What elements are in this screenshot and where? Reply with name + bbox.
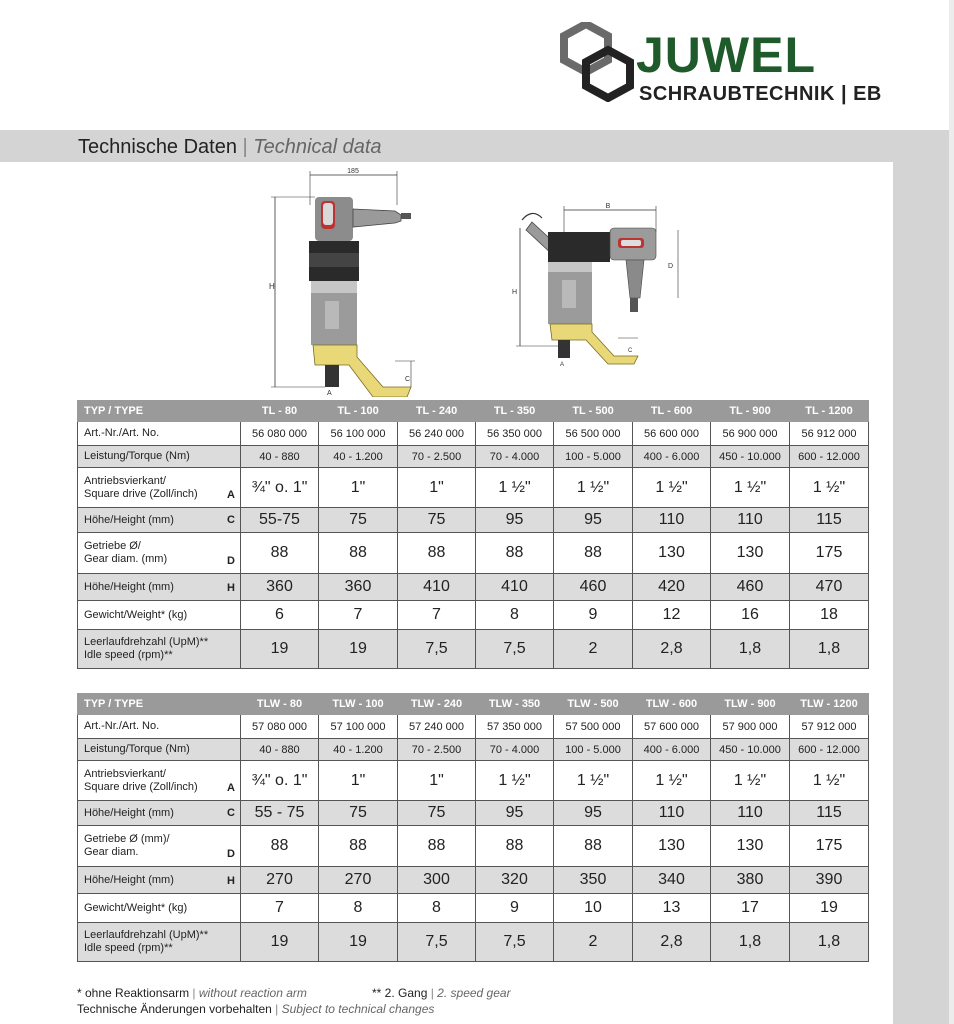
value-cell: 390 (790, 867, 869, 894)
value-cell: 8 (476, 601, 554, 630)
value-cell: 1 ½" (554, 468, 633, 508)
value-cell: 95 (476, 801, 554, 826)
row-label-line: Square drive (Zoll/inch) (84, 780, 198, 793)
title-german: Technische Daten (78, 136, 237, 158)
footnote-technical-changes (77, 1002, 434, 1016)
value-cell: 115 (790, 801, 869, 826)
value-cell: 7 (241, 894, 319, 923)
hex-nut-logo-icon (560, 22, 636, 102)
dim-c-label: C (405, 376, 411, 383)
value-cell: 1" (319, 761, 398, 801)
value-cell: 55-75 (241, 508, 319, 533)
value-cell: 88 (398, 533, 476, 574)
height-c-row (78, 801, 869, 826)
type-header-cell: TL - 80 (241, 401, 319, 422)
value-cell: 7,5 (476, 630, 554, 669)
row-label (78, 826, 241, 867)
footnote-3-english: Subject to technical changes (281, 1002, 435, 1016)
value-cell: 600 - 12.000 (790, 739, 869, 761)
page-title (78, 136, 382, 158)
row-label-line: Leistung/Torque (Nm) (84, 743, 190, 755)
value-cell: 88 (554, 826, 633, 867)
title-band (0, 130, 893, 162)
value-cell: 75 (319, 508, 398, 533)
dimension-letter: A (227, 489, 235, 501)
row-label (78, 739, 241, 761)
row-label-line: Höhe/Height (mm) (84, 806, 174, 819)
value-cell: 95 (476, 508, 554, 533)
value-cell: 40 - 880 (241, 739, 319, 761)
value-cell: 1,8 (711, 630, 790, 669)
value-cell: 270 (319, 867, 398, 894)
dim-c2-label: C (628, 348, 633, 354)
value-cell: 88 (319, 533, 398, 574)
dim-top-label: 185 (347, 168, 359, 175)
footnote-1-german: * ohne Reaktionsarm (77, 986, 190, 1000)
row-label (78, 894, 241, 923)
value-cell: 360 (241, 574, 319, 601)
value-cell: 57 080 000 (241, 715, 319, 739)
value-cell: 1 ½" (790, 761, 869, 801)
value-cell: 360 (319, 574, 398, 601)
row-label (78, 601, 241, 630)
value-cell: 420 (633, 574, 711, 601)
value-cell: 18 (790, 601, 869, 630)
row-label-line: Getriebe Ø/ (84, 540, 141, 552)
row-label-line: Leistung/Torque (Nm) (84, 450, 190, 462)
row-label-line: Idle speed (rpm)** (84, 649, 173, 661)
value-cell: 70 - 2.500 (398, 739, 476, 761)
dim-h2-label: H (512, 289, 518, 296)
value-cell: 70 - 4.000 (476, 739, 554, 761)
value-cell: 450 - 10.000 (711, 446, 790, 468)
value-cell: 470 (790, 574, 869, 601)
type-header-cell: TL - 500 (554, 401, 633, 422)
row-label-line: Art.-Nr./Art. No. (84, 427, 160, 439)
value-cell: 40 - 1.200 (319, 446, 398, 468)
value-cell: 100 - 5.000 (554, 739, 633, 761)
torque-row (78, 446, 869, 468)
row-label (78, 533, 241, 574)
value-cell: 7,5 (398, 923, 476, 962)
value-cell: 56 350 000 (476, 422, 554, 446)
row-label (78, 801, 241, 826)
height-h-row (78, 867, 869, 894)
square-drive-row (78, 761, 869, 801)
footnote-2-sep: | (427, 986, 438, 1000)
value-cell: 320 (476, 867, 554, 894)
dim-a2-label: A (560, 362, 565, 368)
table-header-row (78, 694, 869, 715)
type-header-cell: TL - 240 (398, 401, 476, 422)
footnote-1-english: without reaction arm (198, 986, 307, 1000)
tl-spec-table (77, 400, 869, 669)
dimension-letter: D (227, 848, 235, 860)
gear-diam-row (78, 533, 869, 574)
value-cell: 110 (633, 508, 711, 533)
value-cell: 460 (554, 574, 633, 601)
value-cell: 110 (711, 508, 790, 533)
row-label-line: Höhe/Height (mm) (84, 513, 174, 526)
dimension-letter: C (227, 514, 235, 526)
weight-row (78, 601, 869, 630)
value-cell: 95 (554, 508, 633, 533)
row-label-line: Art.-Nr./Art. No. (84, 720, 160, 732)
value-cell: 70 - 2.500 (398, 446, 476, 468)
value-cell: 2,8 (633, 630, 711, 669)
value-cell: 75 (398, 801, 476, 826)
value-cell: 75 (398, 508, 476, 533)
value-cell: 88 (476, 533, 554, 574)
value-cell: 460 (711, 574, 790, 601)
value-cell: 16 (711, 601, 790, 630)
row-label-line: Leerlaufdrehzahl (UpM)** (84, 636, 209, 648)
value-cell: 1 ½" (554, 761, 633, 801)
value-cell: 19 (319, 630, 398, 669)
torque-row (78, 739, 869, 761)
value-cell: 600 - 12.000 (790, 446, 869, 468)
row-label (78, 761, 241, 801)
row-label-line: Antriebsvierkant/ (84, 767, 166, 780)
tl-tool-drawing (255, 165, 430, 397)
row-label-line: Leerlaufdrehzahl (UpM)** (84, 929, 209, 941)
value-cell: 340 (633, 867, 711, 894)
value-cell: 56 100 000 (319, 422, 398, 446)
value-cell: 350 (554, 867, 633, 894)
value-cell: 9 (476, 894, 554, 923)
value-cell: 1,8 (790, 630, 869, 669)
value-cell: 130 (711, 533, 790, 574)
value-cell: 1,8 (711, 923, 790, 962)
type-header-cell: TLW - 80 (241, 694, 319, 715)
title-separator: | (236, 136, 254, 158)
row-label (78, 867, 241, 894)
value-cell: 1,8 (790, 923, 869, 962)
row-label-line: Höhe/Height (mm) (84, 580, 174, 593)
value-cell: 100 - 5.000 (554, 446, 633, 468)
value-cell: 88 (241, 533, 319, 574)
value-cell: 19 (319, 923, 398, 962)
value-cell: 88 (554, 533, 633, 574)
value-cell: 57 500 000 (554, 715, 633, 739)
tlw-spec-table (77, 693, 869, 962)
value-cell: 75 (319, 801, 398, 826)
value-cell: 1 ½" (476, 761, 554, 801)
value-cell: 88 (398, 826, 476, 867)
row-label (78, 715, 241, 739)
value-cell: 410 (476, 574, 554, 601)
row-label-line: Gewicht/Weight* (kg) (84, 901, 188, 914)
type-header-cell: TL - 350 (476, 401, 554, 422)
value-cell: 6 (241, 601, 319, 630)
value-cell: 380 (711, 867, 790, 894)
type-header-cell: TLW - 600 (633, 694, 711, 715)
value-cell: 1 ½" (711, 468, 790, 508)
idle-speed-row (78, 630, 869, 669)
footnote-gear (372, 986, 511, 1000)
juwel-logo (560, 22, 880, 106)
value-cell: 56 080 000 (241, 422, 319, 446)
value-cell: 130 (633, 826, 711, 867)
value-cell: 7 (398, 601, 476, 630)
row-label-line: Gewicht/Weight* (kg) (84, 608, 188, 621)
value-cell: 57 912 000 (790, 715, 869, 739)
value-cell: 115 (790, 508, 869, 533)
value-cell: 270 (241, 867, 319, 894)
edge-strip (949, 0, 954, 1024)
type-header-cell: TLW - 500 (554, 694, 633, 715)
value-cell: 57 100 000 (319, 715, 398, 739)
value-cell: 450 - 10.000 (711, 739, 790, 761)
height-c-row (78, 508, 869, 533)
footnote-2-german: ** 2. Gang (372, 986, 428, 1000)
value-cell: 1 ½" (633, 468, 711, 508)
row-label (78, 923, 241, 962)
value-cell: 88 (476, 826, 554, 867)
value-cell: 57 350 000 (476, 715, 554, 739)
value-cell: 19 (241, 630, 319, 669)
value-cell: 55 - 75 (241, 801, 319, 826)
value-cell: 1" (319, 468, 398, 508)
row-label-line: Idle speed (rpm)** (84, 942, 173, 954)
value-cell: 95 (554, 801, 633, 826)
value-cell: 175 (790, 826, 869, 867)
value-cell: 9 (554, 601, 633, 630)
value-cell: 400 - 6.000 (633, 739, 711, 761)
row-label-line: Gear diam. (84, 846, 139, 858)
value-cell: 88 (241, 826, 319, 867)
row-label-line: Antriebsvierkant/ (84, 474, 166, 487)
dim-d-label: D (668, 263, 674, 270)
value-cell: 2,8 (633, 923, 711, 962)
value-cell: 1 ½" (711, 761, 790, 801)
type-header-label: TYP / TYPE (78, 401, 241, 422)
type-header-cell: TL - 600 (633, 401, 711, 422)
value-cell: 1 ½" (633, 761, 711, 801)
value-cell: 1" (398, 761, 476, 801)
value-cell: 19 (790, 894, 869, 923)
value-cell: ¾" o. 1" (241, 761, 319, 801)
art-no-row (78, 422, 869, 446)
value-cell: 56 912 000 (790, 422, 869, 446)
value-cell: 110 (633, 801, 711, 826)
value-cell: 1 ½" (790, 468, 869, 508)
row-label-line: Getriebe Ø (mm)/ (84, 833, 170, 845)
value-cell: 13 (633, 894, 711, 923)
type-header-cell: TL - 100 (319, 401, 398, 422)
value-cell: 7,5 (476, 923, 554, 962)
value-cell: ¾" o. 1" (241, 468, 319, 508)
type-header-cell: TLW - 240 (398, 694, 476, 715)
value-cell: 57 240 000 (398, 715, 476, 739)
value-cell: 110 (711, 801, 790, 826)
row-label (78, 446, 241, 468)
weight-row (78, 894, 869, 923)
height-h-row (78, 574, 869, 601)
value-cell: 300 (398, 867, 476, 894)
value-cell: 56 500 000 (554, 422, 633, 446)
dimension-letter: D (227, 555, 235, 567)
value-cell: 2 (554, 630, 633, 669)
title-english: Technical data (253, 136, 382, 158)
value-cell: 56 900 000 (711, 422, 790, 446)
value-cell: 17 (711, 894, 790, 923)
footnote-1-sep: | (189, 986, 199, 1000)
value-cell: 88 (319, 826, 398, 867)
value-cell: 7 (319, 601, 398, 630)
value-cell: 40 - 1.200 (319, 739, 398, 761)
value-cell: 56 240 000 (398, 422, 476, 446)
value-cell: 57 600 000 (633, 715, 711, 739)
gear-diam-row (78, 826, 869, 867)
type-header-cell: TLW - 1200 (790, 694, 869, 715)
row-label-line: Höhe/Height (mm) (84, 873, 174, 886)
side-bar (893, 130, 949, 1024)
type-header-cell: TLW - 100 (319, 694, 398, 715)
footnote-reaction-arm (77, 986, 307, 1000)
row-label (78, 508, 241, 533)
dim-h-label: H (269, 282, 275, 291)
value-cell: 7,5 (398, 630, 476, 669)
dimension-letter: A (227, 782, 235, 794)
value-cell: 1 ½" (476, 468, 554, 508)
value-cell: 1" (398, 468, 476, 508)
value-cell: 130 (711, 826, 790, 867)
type-header-cell: TLW - 350 (476, 694, 554, 715)
row-label (78, 630, 241, 669)
square-drive-row (78, 468, 869, 508)
row-label (78, 468, 241, 508)
type-header-cell: TL - 1200 (790, 401, 869, 422)
table-header-row (78, 401, 869, 422)
value-cell: 57 900 000 (711, 715, 790, 739)
dimension-letter: H (227, 875, 235, 887)
dim-a-label: A (327, 390, 332, 397)
dimension-letter: H (227, 582, 235, 594)
row-label-line: Square drive (Zoll/inch) (84, 487, 198, 500)
idle-speed-row (78, 923, 869, 962)
value-cell: 40 - 880 (241, 446, 319, 468)
type-header-label: TYP / TYPE (78, 694, 241, 715)
value-cell: 410 (398, 574, 476, 601)
type-header-cell: TL - 900 (711, 401, 790, 422)
dimension-letter: C (227, 807, 235, 819)
row-label-line: Gear diam. (mm) (84, 553, 168, 565)
value-cell: 10 (554, 894, 633, 923)
value-cell: 400 - 6.000 (633, 446, 711, 468)
row-label (78, 422, 241, 446)
value-cell: 175 (790, 533, 869, 574)
value-cell: 2 (554, 923, 633, 962)
footnote-3-german: Technische Änderungen vorbehalten (77, 1002, 272, 1016)
value-cell: 8 (398, 894, 476, 923)
logo-wordmark: JUWEL (636, 27, 816, 83)
footnote-3-sep: | (271, 1002, 282, 1016)
tlw-tool-drawing (508, 198, 688, 370)
type-header-cell: TLW - 900 (711, 694, 790, 715)
value-cell: 19 (241, 923, 319, 962)
value-cell: 70 - 4.000 (476, 446, 554, 468)
logo-subtitle: SCHRAUBTECHNIK | EB (639, 83, 882, 105)
art-no-row (78, 715, 869, 739)
value-cell: 8 (319, 894, 398, 923)
value-cell: 56 600 000 (633, 422, 711, 446)
footnote-2-english: 2. speed gear (437, 986, 511, 1000)
row-label (78, 574, 241, 601)
dim-b-label: B (605, 203, 611, 210)
value-cell: 130 (633, 533, 711, 574)
value-cell: 12 (633, 601, 711, 630)
